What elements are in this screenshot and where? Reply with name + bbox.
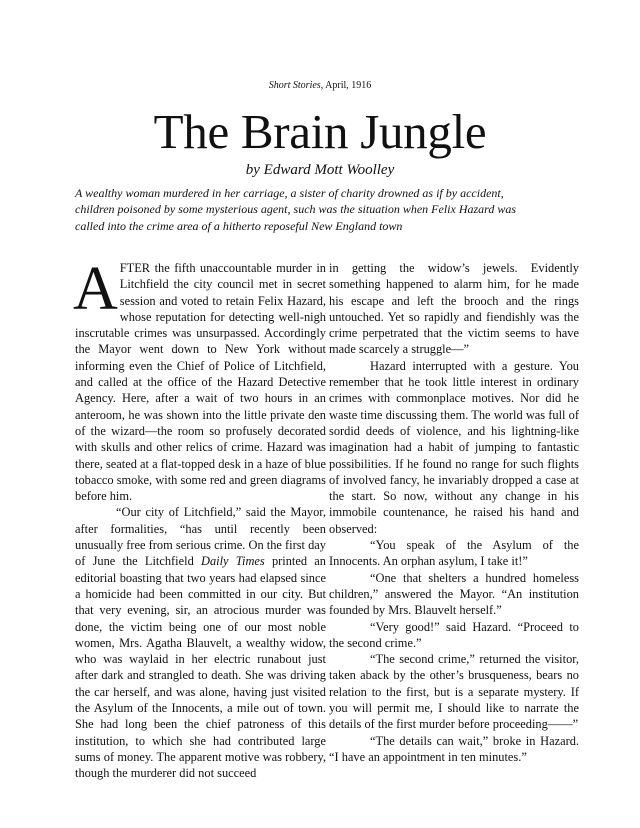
right-column xyxy=(329,260,579,765)
paragraph: “The second crime,” returned the visitor, taken aback by the other’s brusqueness, bears no relation to the first, but is a separate mystery. If you will permit me, I should like to narrate the details of the first murder before proceeding——” xyxy=(329,652,579,732)
byline: by Edward Mott Woolley xyxy=(245,162,395,178)
article-deck xyxy=(75,185,545,234)
deck-line: called into the crime area of a hitherto reposeful New England town xyxy=(75,218,403,233)
paragraph: Hazard interrupted with a gesture. You remember that he took little interest in ordinary crimes with commonplace motives. Nor did he waste time discussing them. The world was full of sordid deeds of violence, and his lightning-like imagination had a habit of jumping to fantastic possibilities. If he found no range for such flights of involved fancy, he invariably dropped a case at the start. So now, without any change in his immobile countenance, he raised his hand and observed: xyxy=(329,358,579,536)
paragraph: “The details can wait,” broke in Hazard. “I have an appointment in ten minutes.” xyxy=(329,733,579,764)
paragraph xyxy=(73,255,326,504)
source-publication: Short Stories xyxy=(268,80,321,91)
article-title: The Brain Jungle xyxy=(153,104,487,159)
paragraph-text: FTER the fifth unaccountable murder in Litchfield the city council met in secret session and voted to retain Felix Hazard, whose reputation for detecting well-nigh inscrutable crimes was unsurpassed. Accordingly the Mayor went down to New York without informing even the Chief of Police of Litchfield, and called at the office of the Hazard Detective Agency. Here, after a wait of two hours in an anteroom, he was shown into the little private den of the wizard—the room so profusely decorated with skulls and other relics of crime. Hazard was there, seated at a flat-topped desk in a haze of blue tobacco smoke, with some red and green diagrams before him. xyxy=(75,261,326,504)
deck-line: A wealthy woman murdered in her carriage, a sister of charity drowned as if by accident, xyxy=(75,186,504,200)
left-column xyxy=(73,255,327,782)
paragraph xyxy=(75,504,326,781)
paragraph: “You speak of the Asylum of the Innocents. An orphan asylum, I take it!” xyxy=(329,538,579,569)
deck-line: children poisoned by some mysterious agent, such was the situation when Felix Hazard was xyxy=(75,202,517,217)
paragraph: “One that shelters a hundred homeless children,” answered the Mayor. “An institution founded by Mrs. Blauvelt herself.” xyxy=(329,570,579,618)
newspaper-name: Daily Times xyxy=(201,554,265,569)
source-line xyxy=(0,80,640,91)
source-date: , April, 1916 xyxy=(320,80,372,91)
paragraph-text: printed an editorial boasting that two years had elapsed since a homicide had been committed in our city. But that very evening, sir, an atrocious murder was done, the victim being one of our most noble women, Mrs. Agatha Blauvelt, a wealthy widow, who was waylaid in her electric runabout just after dark and strangled to death. She was driving the car herself, and was alone, having just visited the Asylum of the Innocents, a mile out of town. She had long been the chief patroness of this institution, to which she had contributed large sums of money. The apparent motive was robbery, though the murderer did not succeed xyxy=(75,554,327,781)
paragraph: “Very good!” said Hazard. “Proceed to the second crime.” xyxy=(329,619,579,650)
paragraph-continuation: in getting the widow’s jewels. Evidently something happened to alarm him, for he made his escape and left the brooch and the rings untouched. Yet so rapidly and fiendishly was the crime perpetrated that the victim seems to have made scarcely a struggle—” xyxy=(329,261,579,357)
drop-cap: A xyxy=(73,255,118,323)
paragraph-text: “Our city of Litchfield,” said the Mayor, after formalities, “has until recently been unusually free from serious crime. On the first day of June the Litchfield xyxy=(75,505,326,569)
